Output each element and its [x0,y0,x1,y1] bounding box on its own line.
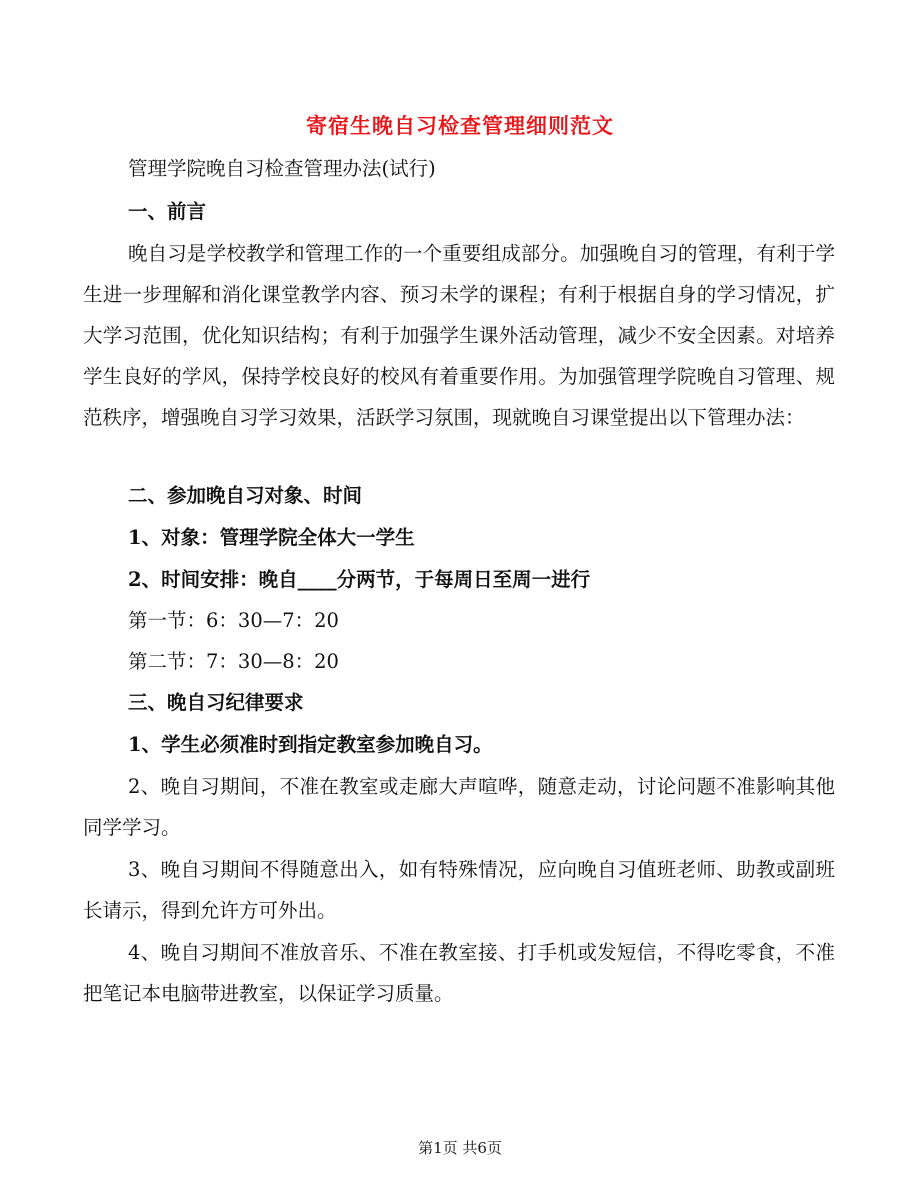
rule-one: 1、学生必须准时到指定教室参加晚自习。 [128,733,493,756]
rule-three: 3、晚自习期间不得随意出入，如有特殊情况，应向晚自习值班老师、助教或副班长请示，得到允许方可外出。 [83,858,835,922]
document-subtitle: 管理学院晚自习检查管理办法(试行) [128,157,436,180]
section1-heading: 一、前言 [128,200,207,223]
section1-paragraph: 晚自习是学校教学和管理工作的一个重要组成部分。加强晚自习的管理，有利于学生进一步理解和消化课堂教学内容、预习未学的课程；有利于根据自身的学习情况，扩大学习范围，优化知识结构；有利于加强学生课外活动管理，减少不安全因素。对培养学生良好的学风，保持学校良好的校风有着重要作用。为加强管理学院晚自习管理、规范秩序，增强晚自习学习效果，活跃学习氛围，现就晚自习课堂提出以下管理办法： [83,242,835,429]
section3-heading: 三、晚自习纪律要求 [128,691,304,714]
document-title: 寄宿生晚自习检查管理细则范文 [306,113,614,138]
rule-four: 4、晚自习期间不准放音乐、不准在教室接、打手机或发短信，不得吃零食，不准把笔记本电脑带进教室，以保证学习质量。 [83,941,835,1005]
period-two: 第二节：7：30—8：20 [128,650,339,673]
item-target: 1、对象：管理学院全体大一学生 [128,526,415,549]
rule-two: 2、晚自习期间，不准在教室或走廊大声喧哗，随意走动，讨论问题不准影响其他同学学习。 [83,775,835,839]
section2-heading: 二、参加晚自习对象、时间 [128,484,363,507]
page-number-footer: 第1页 共6页 [418,1139,502,1157]
period-one: 第一节：6：30—7：20 [128,609,339,632]
item-time: 2、时间安排：晚自____分两节，于每周日至周一进行 [128,568,591,591]
